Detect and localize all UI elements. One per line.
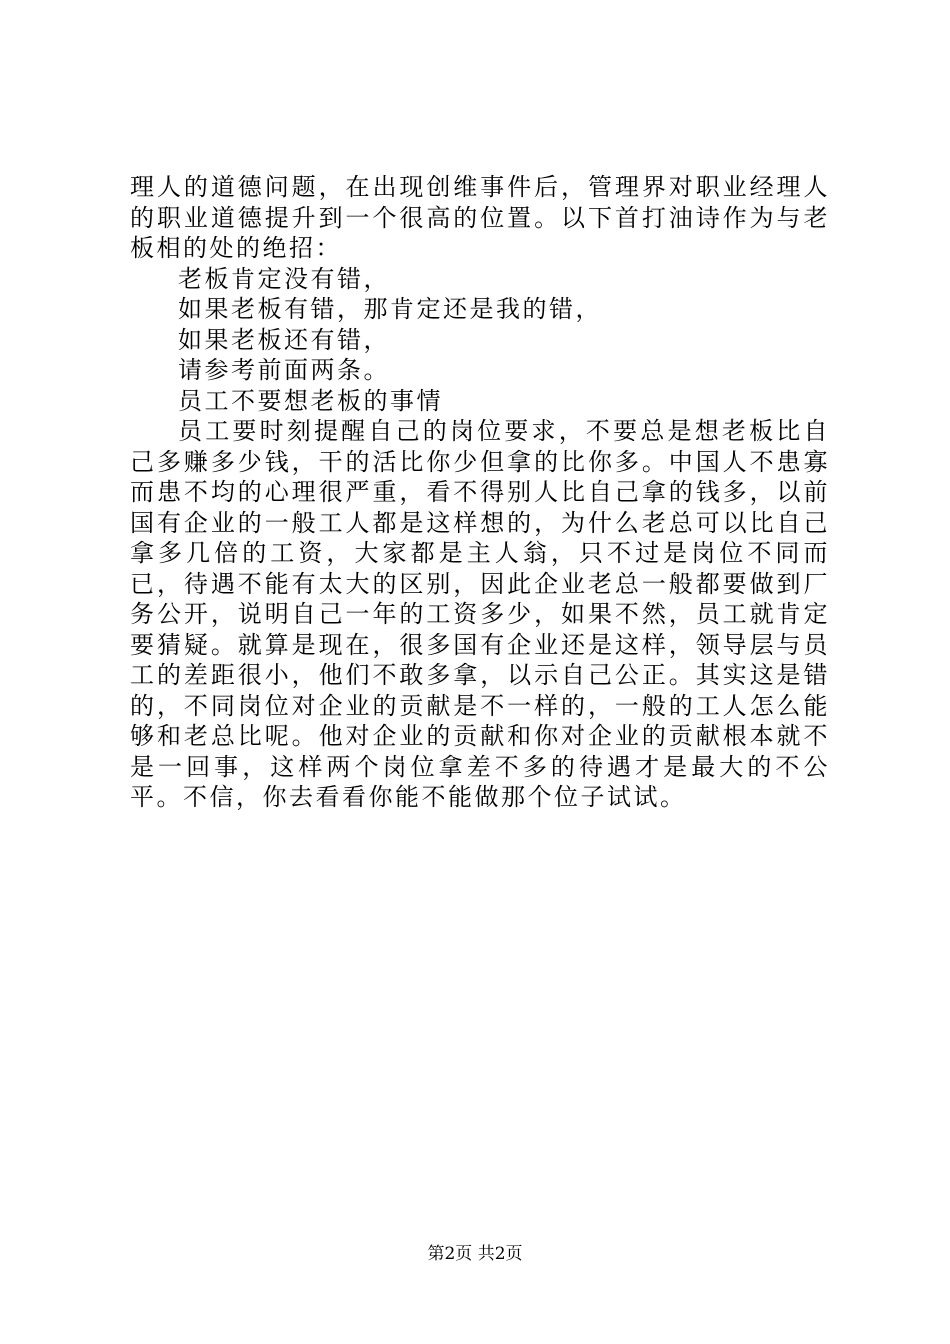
page-footer: 第2页 共2页 <box>427 1244 523 1264</box>
document-body <box>130 172 830 813</box>
section-heading: 员工不要想老板的事情 <box>178 386 443 415</box>
poem-line-4: 请参考前面两条。 <box>178 356 390 384</box>
poem-line-2: 如果老板有错，那肯定还是我的错， <box>178 295 602 323</box>
poem-line-3: 如果老板还有错， <box>178 325 390 354</box>
paragraph-employee: 员工要时刻提醒自己的岗位要求，不要总是想老板比自己多赚多少钱，干的活比你少但拿的比你多。中国人不患寡而患不均的心理很严重，看不得别人比自己拿的钱多，以前国有企业的一般工人都是这样想的，为什么老总可以比自己拿多几倍的工资，大家都是主人翁，只不过是岗位不同而已，待遇不能有太大的区别，因此企业老总一般都要做到厂务公开，说明自己一年的工资多少，如果不然，员工就肯定要猜疑。就算是现在，很多国有企业还是这样，领导层与员工的差距很小，他们不敢多拿，以示自己公正。其实这是错的，不同岗位对企业的贡献是不一样的，一般的工人怎么能够和老总比呢。他对企业的贡献和你对企业的贡献根本就不是一回事，这样两个岗位拿差不多的待遇才是最大的不公平。不信，你去看看你能不能做那个位子试试。 <box>130 417 830 811</box>
paragraph-continuation: 理人的道德问题，在出现创维事件后，管理界对职业经理人的职业道德提升到一个很高的位置。以下首打油诗作为与老板相的处的绝招： <box>130 173 830 262</box>
poem-line-1: 老板肯定没有错， <box>178 264 390 293</box>
